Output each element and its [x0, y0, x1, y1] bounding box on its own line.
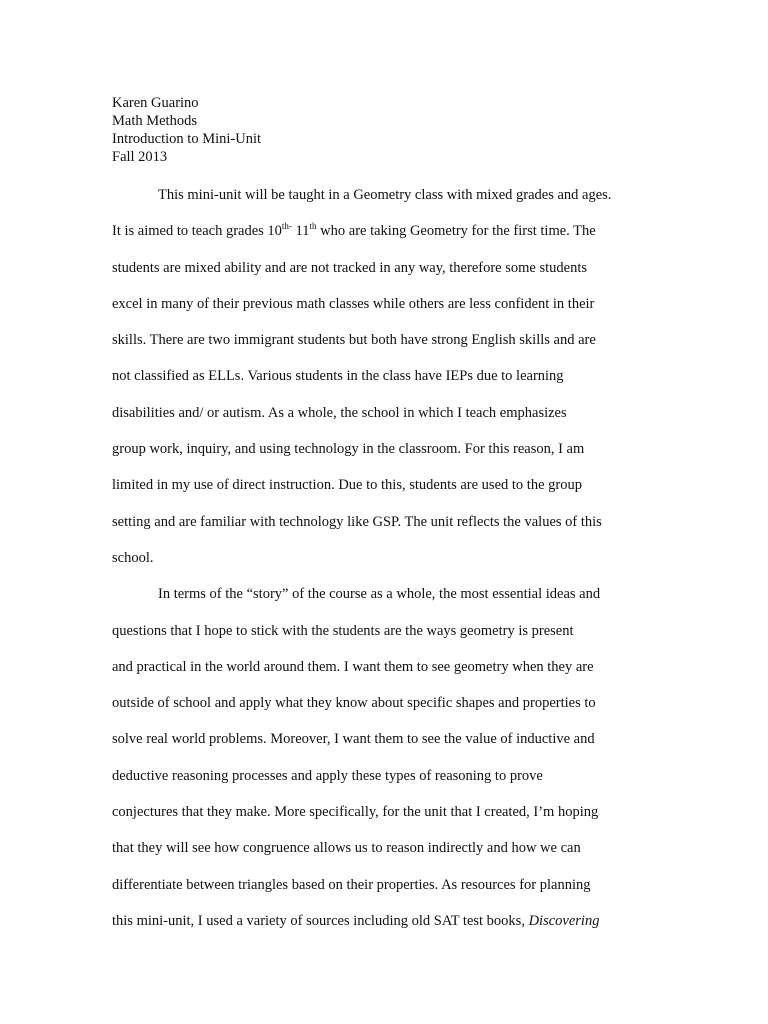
paragraph-1-line-5: skills. There are two immigrant students but both have strong English skills and are — [112, 332, 596, 349]
paragraph-1-line-10: setting and are familiar with technology like GSP. The unit reflects the values of this — [112, 513, 602, 530]
paragraph-2-line-2: questions that I hope to stick with the students are the ways geometry is present — [112, 622, 574, 639]
paragraph-2-line-4: outside of school and apply what they know about specific shapes and properties to — [112, 695, 596, 712]
term-label: Fall 2013 — [112, 149, 168, 165]
paragraph-2-line-6: deductive reasoning processes and apply these types of reasoning to prove — [112, 767, 543, 784]
superscript-th: th- — [281, 221, 292, 232]
paragraph-1-line-1: This mini-unit will be taught in a Geometry class with mixed grades and ages. — [158, 187, 612, 203]
paragraph-2-line-3: and practical in the world around them. I want them to see geometry when they are — [112, 658, 594, 675]
document-header — [112, 94, 261, 166]
paragraph-2-line-7: conjectures that they make. More specifically, for the unit that I created, I’m hoping — [112, 804, 599, 821]
paragraph-2-line-8: that they will see how congruence allows us to reason indirectly and how we can — [112, 840, 581, 857]
paragraph-1-line-8: group work, inquiry, and using technology in the classroom. For this reason, I am — [112, 441, 585, 458]
paragraph-1-line-11: school. — [112, 549, 154, 566]
paragraph-1-line-7: disabilities and/ or autism. As a whole, the school in which I teach emphasizes — [112, 404, 567, 421]
paragraph-1-line-3: students are mixed ability and are not tracked in any way, therefore some students — [112, 259, 587, 276]
paragraph-1-line-6: not classified as ELLs. Various students in the class have IEPs due to learning — [112, 368, 564, 385]
paragraph-2-line-5: solve real world problems. Moreover, I want them to see the value of inductive and — [112, 731, 595, 748]
document-title: Introduction to Mini-Unit — [112, 131, 262, 147]
paragraph-2-line-1: In terms of the “story” of the course as a whole, the most essential ideas and — [158, 586, 601, 603]
document-body — [112, 181, 660, 943]
superscript-th: th — [309, 221, 317, 232]
paragraph-2-line-9: differentiate between triangles based on their properties. As resources for planning — [112, 876, 591, 893]
italic-book-title: Discovering — [528, 912, 600, 929]
paragraph-1-line-9: limited in my use of direct instruction. Due to this, students are used to the group — [112, 477, 582, 494]
paragraph-2-line-10: this mini-unit, I used a variety of sources including old SAT test books, Discovering — [112, 912, 600, 929]
paragraph-1-line-2: It is aimed to teach grades $10^{th-}$ 11th who are taking Geometry for the first time. The — [112, 221, 596, 240]
author-name: Karen Guarino — [112, 95, 199, 111]
course-name: Math Methods — [112, 113, 197, 129]
paragraph-1-line-4: excel in many of their previous math classes while others are less confident in their — [112, 295, 595, 312]
